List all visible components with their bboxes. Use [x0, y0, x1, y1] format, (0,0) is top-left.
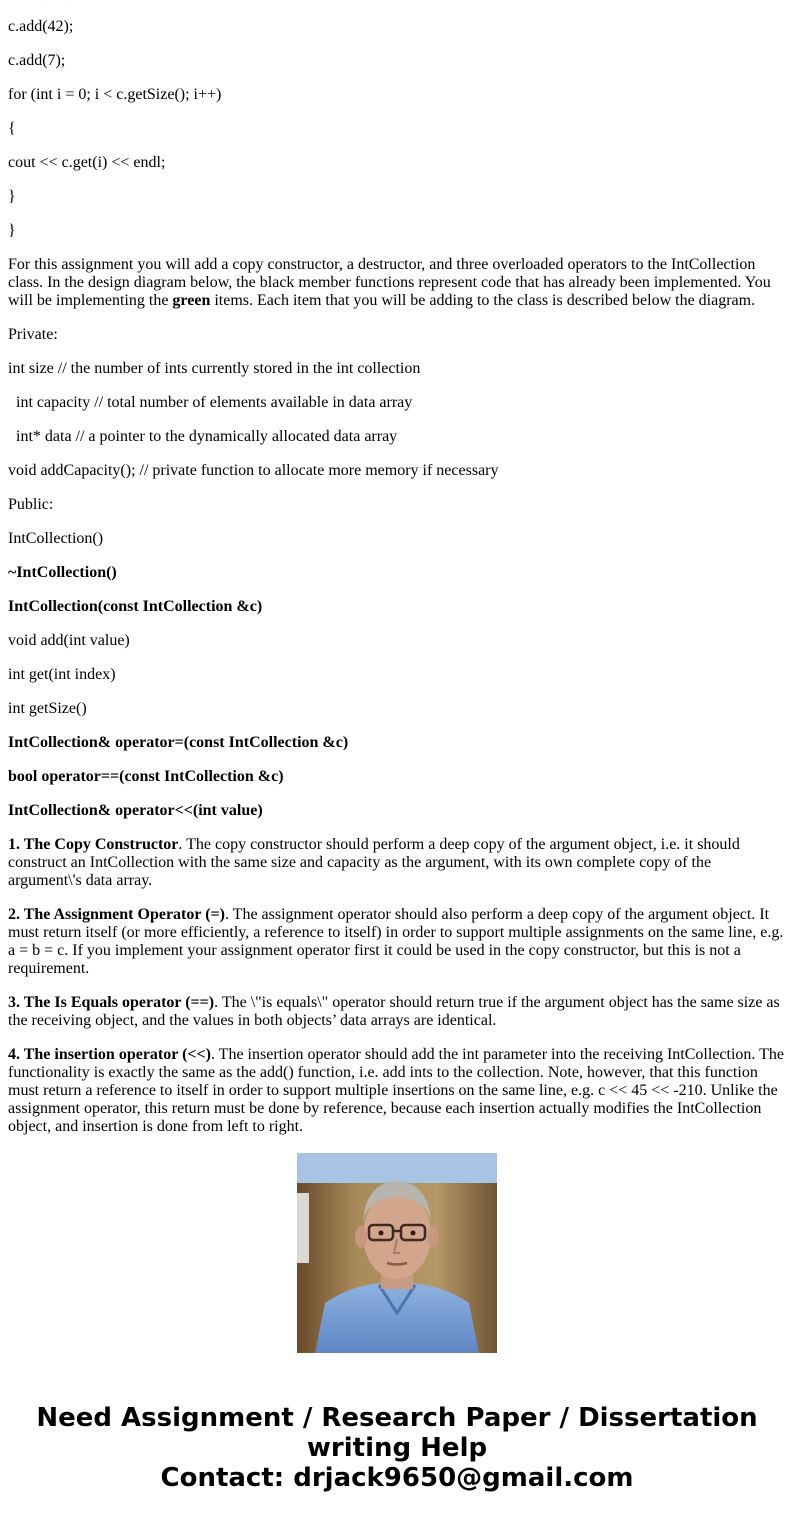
promo-contact: Contact: drjack9650@gmail.com: [160, 1463, 634, 1493]
item-body: . The \"is equals\" operator should return true if the argument object has the same size as the receiving object, and the values in both objects’ data arrays are identical.: [8, 994, 780, 1029]
item-paragraph: [8, 906, 786, 978]
private-heading: Private:: [8, 326, 58, 343]
code-line: c.add(7);: [8, 52, 66, 69]
item-paragraph: [8, 1046, 786, 1136]
item-title: 4. The insertion operator (<<): [8, 1046, 211, 1063]
item-body: . The assignment operator should also perform a deep copy of the argument object. It must return itself (or more efficiently, a reference to itself) in order to support multiple assignments on the same line, e.g. a = b = c. If you implement your assignment operator first it could be used in the copy constructor, but this is not a requirement.: [8, 906, 784, 977]
public-member: ~IntCollection(): [8, 564, 117, 581]
public-member: void add(int value): [8, 632, 130, 649]
code-line: }: [8, 222, 16, 239]
author-photo: [297, 1153, 497, 1353]
code-line: c.add(42);: [8, 18, 74, 35]
intro-text: For this assignment you will add a copy constructor, a destructor, and three overloaded operators to the IntCollection class. In the design diagram below, the black member functions represent code that has already been implemented. You will be implementing the: [8, 256, 771, 309]
item-paragraph: [8, 836, 786, 890]
item-title: 2. The Assignment Operator (=): [8, 906, 225, 923]
item-title: 1. The Copy Constructor: [8, 836, 179, 853]
public-member: int get(int index): [8, 666, 116, 683]
code-line: {: [8, 120, 16, 137]
code-line: cout << c.get(i) << endl;: [8, 154, 166, 171]
contact-banner: [0, 1403, 794, 1493]
intro-paragraph: [8, 256, 786, 310]
public-member: IntCollection(): [8, 530, 104, 547]
code-line: }: [8, 188, 16, 205]
public-member: IntCollection(const IntCollection &c): [8, 598, 263, 615]
public-member: IntCollection& operator<<(int value): [8, 802, 263, 819]
private-member: int size // the number of ints currently stored in the int collection: [8, 360, 421, 377]
item-paragraph: [8, 994, 786, 1030]
item-body: . The copy constructor should perform a deep copy of the argument object, i.e. it should construct an IntCollection with the same size and capacity as the argument, with its own complete copy of the argument\'s data array.: [8, 836, 740, 889]
intro-emphasis: green: [172, 292, 211, 309]
public-member: IntCollection& operator=(const IntCollection &c): [8, 734, 349, 751]
public-heading: Public:: [8, 496, 54, 513]
document-body: [8, 0, 786, 1135]
portrait-image: [297, 1153, 497, 1353]
public-member: int getSize(): [8, 700, 87, 717]
item-title: 3. The Is Equals operator (==): [8, 994, 215, 1011]
intro-text: items. Each item that you will be adding to the class is described below the diagram.: [210, 292, 756, 309]
private-member: void addCapacity(); // private function to allocate more memory if necessary: [8, 462, 499, 479]
item-body: . The insertion operator should add the int parameter into the receiving IntCollection. The functionality is exactly the same as the add() function, i.e. add ints to the collection. Note, however, that this function must return a reference to itself in order to support multiple insertions on the same line, e.g. c << 45 << -210. Unlike the assignment operator, this return must be done by reference, because each insertion actually modifies the IntCollection object, and insertion is done from left to right.: [8, 1046, 784, 1135]
private-member: int* data // a pointer to the dynamically allocated data array: [16, 428, 398, 445]
code-line: for (int i = 0; i < c.getSize(); i++): [8, 86, 222, 103]
promo-headline: Need Assignment / Research Paper / Dissertation writing Help: [36, 1403, 758, 1463]
public-member: bool operator==(const IntCollection &c): [8, 768, 284, 785]
private-member: int capacity // total number of elements available in data array: [16, 394, 413, 411]
code-line: [8, 0, 786, 2]
